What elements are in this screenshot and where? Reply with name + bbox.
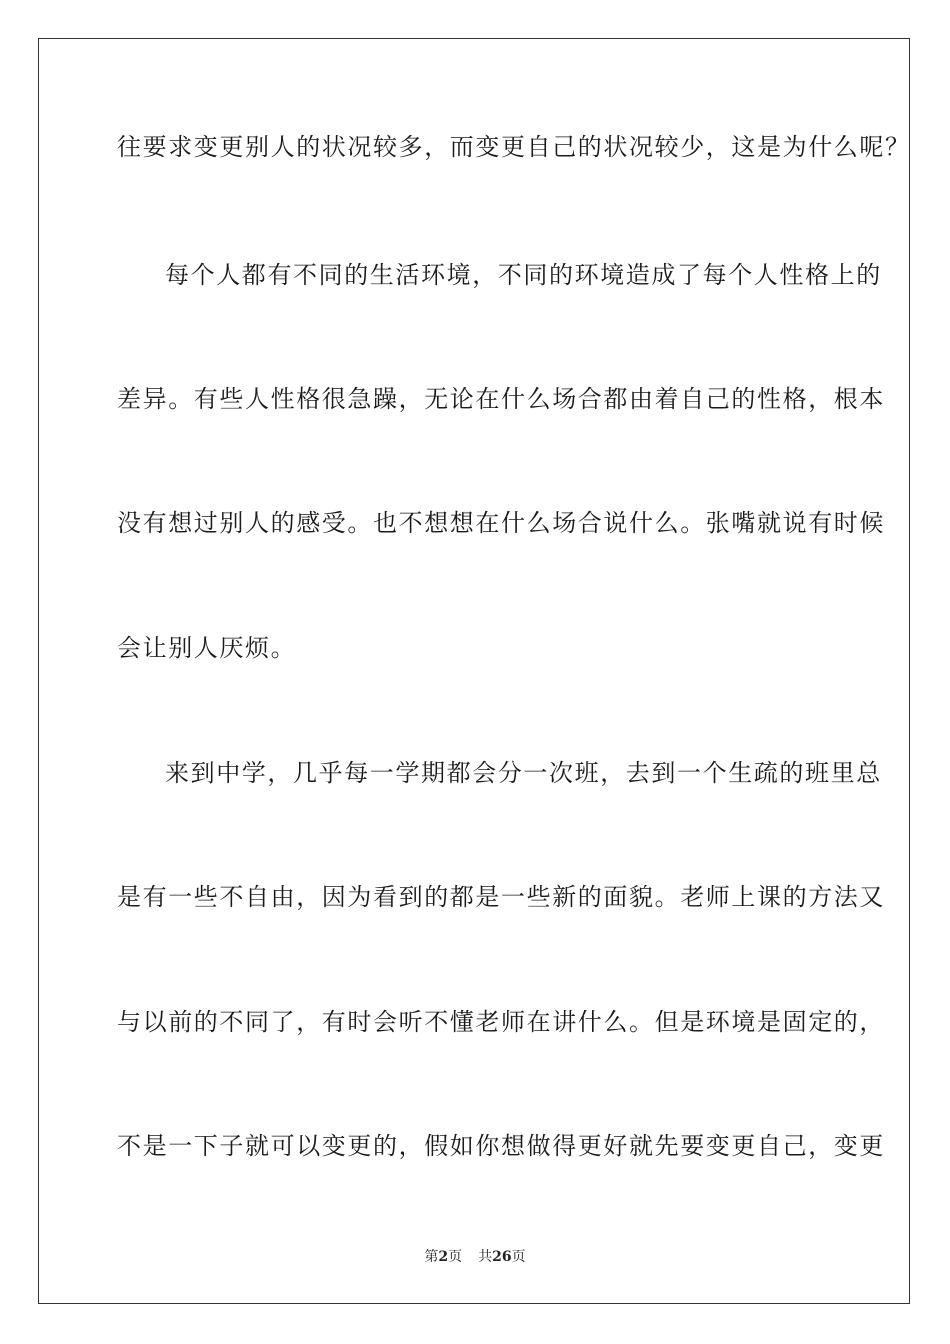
page-label-prefix: 第 bbox=[424, 1249, 439, 1265]
text-line: 没有想过别人的感受。也不想想在什么场合说什么。张嘴就说有时候 bbox=[117, 509, 885, 537]
text-line: 会让别人厌烦。 bbox=[117, 634, 297, 662]
text-line: 往要求变更别人的状况较多，而变更自己的状况较少，这是为什么呢？ bbox=[117, 133, 911, 161]
page-footer bbox=[0, 1246, 950, 1266]
text-line: 是有一些不自由，因为看到的都是一些新的面貌。老师上课的方法又 bbox=[117, 883, 885, 911]
paragraph-start-line: 每个人都有不同的生活环境，不同的环境造成了每个人性格上的 bbox=[165, 261, 882, 289]
text-line: 不是一下子就可以变更的，假如你想做得更好就先要变更自己，变更 bbox=[117, 1132, 885, 1160]
total-page-number: 26 bbox=[492, 1249, 512, 1265]
current-page-number: 2 bbox=[438, 1249, 449, 1265]
text-line: 与以前的不同了，有时会听不懂老师在讲什么。但是环境是固定的， bbox=[117, 1008, 885, 1036]
text-line: 差异。有些人性格很急躁，无论在什么场合都由着自己的性格，根本 bbox=[117, 385, 885, 413]
total-label-prefix: 共 bbox=[478, 1249, 493, 1265]
paragraph-start-line: 来到中学，几乎每一学期都会分一次班，去到一个生疏的班里总 bbox=[165, 759, 882, 787]
page-border bbox=[38, 38, 910, 1304]
total-label-unit: 页 bbox=[511, 1249, 526, 1265]
page-label-unit: 页 bbox=[448, 1249, 463, 1265]
